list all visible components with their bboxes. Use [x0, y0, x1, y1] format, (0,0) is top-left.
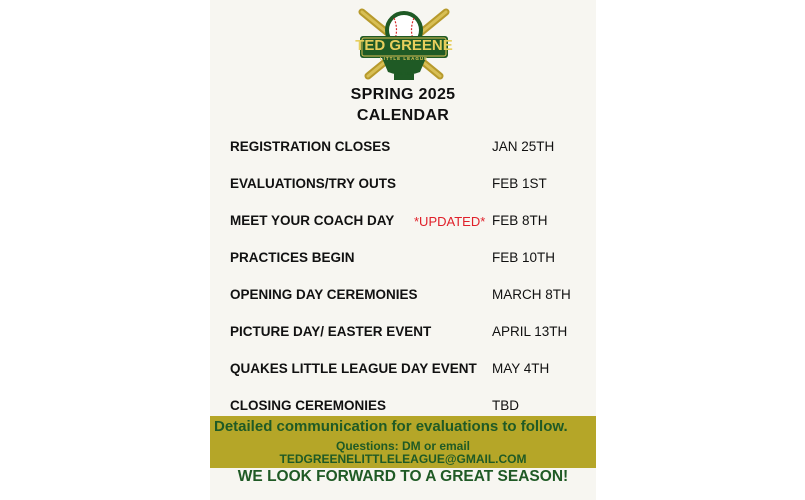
event-name: MEET YOUR COACH DAY [230, 213, 395, 228]
event-date: MARCH 8TH [492, 287, 571, 302]
event-name: EVALUATIONS/TRY OUTS [230, 176, 397, 191]
closing-message: WE LOOK FORWARD TO A GREAT SEASON! [237, 468, 569, 485]
logo-established: EST. 1954 [393, 71, 415, 76]
event-date: FEB 8TH [492, 213, 548, 228]
event-row [230, 324, 596, 344]
calendar-title: CALENDAR [356, 107, 450, 124]
event-date: FEB 10TH [492, 250, 556, 265]
event-date: FEB 1ST [492, 176, 547, 191]
event-date: JAN 25TH [492, 139, 555, 154]
questions-text: Questions: DM or email [335, 439, 471, 453]
logo-tagline: LITTLE LEAGUE [379, 56, 429, 61]
event-row [230, 398, 596, 418]
event-name: PRACTICES BEGIN [230, 250, 355, 265]
event-row [230, 176, 596, 196]
event-row [230, 250, 596, 270]
event-name: OPENING DAY CEREMONIES [230, 287, 418, 302]
event-row [230, 361, 596, 381]
event-date: APRIL 13TH [492, 324, 568, 339]
event-name: REGISTRATION CLOSES [230, 139, 391, 154]
info-banner [210, 416, 596, 468]
event-name: PICTURE DAY/ EASTER EVENT [230, 324, 432, 339]
flyer [210, 0, 596, 500]
evaluation-notice: Detailed communication for evaluations to follow. [214, 418, 568, 435]
event-row [230, 213, 596, 233]
event-name: QUAKES LITTLE LEAGUE DAY EVENT [230, 361, 477, 376]
event-date: MAY 4TH [492, 361, 550, 376]
logo-name: TED GREENE [355, 37, 453, 54]
updated-note: *UPDATED* [414, 214, 486, 229]
event-row [230, 287, 596, 307]
calendar-title-season: SPRING 2025 [350, 86, 456, 103]
event-name: CLOSING CEREMONIES [230, 398, 387, 413]
event-date: TBD [492, 398, 519, 413]
event-row [230, 139, 596, 159]
contact-email[interactable]: TEDGREENELITTLELEAGUE@GMAIL.COM [279, 452, 527, 466]
